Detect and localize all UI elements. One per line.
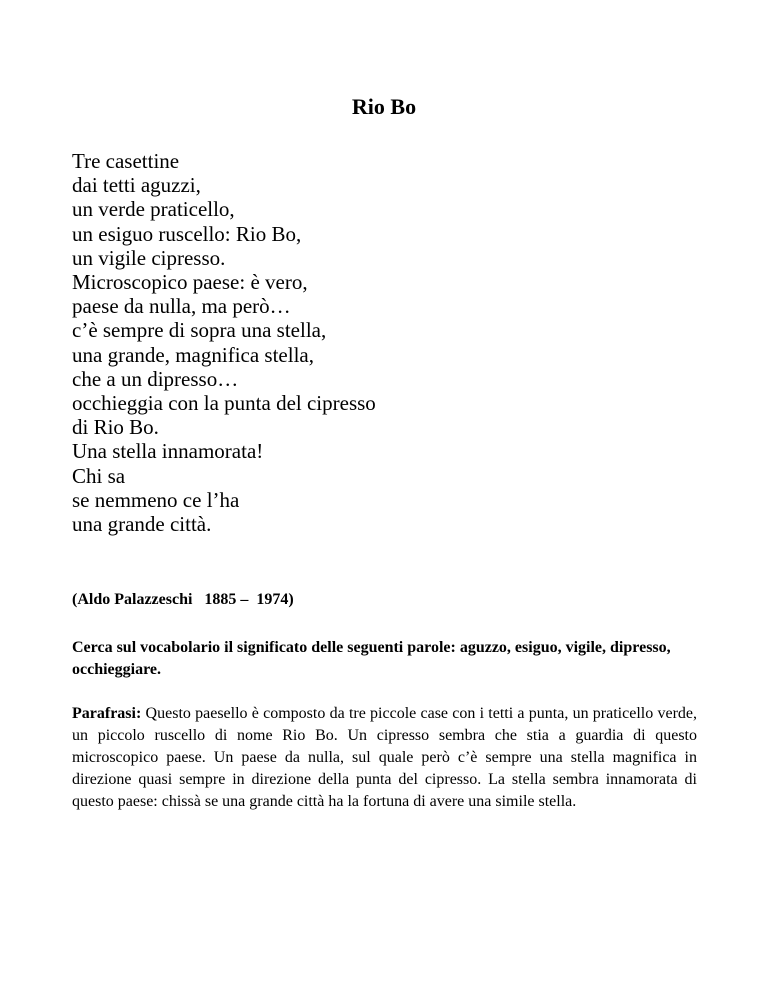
paraphrase-label: Parafrasi: <box>72 705 142 722</box>
poem-line: Chi sa <box>72 463 126 488</box>
poem-line: Una stella innamorata! <box>72 439 264 464</box>
poem-line: occhieggia con la punta del cipresso <box>72 391 376 416</box>
poem-line: una grande città. <box>72 512 212 537</box>
poem-line: di Rio Bo. <box>72 415 159 440</box>
author-attribution: (Aldo Palazzeschi 1885 – 1974) <box>72 591 294 608</box>
poem-title: Rio Bo <box>351 94 417 119</box>
poem-line: c’è sempre di sopra una stella, <box>72 318 327 343</box>
poem-line: un verde praticello, <box>72 197 235 222</box>
poem-line: un esiguo ruscello: Rio Bo, <box>72 221 302 246</box>
poem-line: Tre casettine <box>72 149 180 173</box>
poem-line: dai tetti aguzzi, <box>72 173 201 198</box>
paraphrase-paragraph <box>72 703 697 813</box>
poem-line: una grande, magnifica stella, <box>72 342 314 367</box>
poem-body <box>72 149 376 536</box>
poem-line: un vigile cipresso. <box>72 245 226 270</box>
poem-line: che a un dipresso… <box>72 366 239 391</box>
poem-line: paese da nulla, ma però… <box>72 294 291 319</box>
poem-line: se nemmeno ce l’ha <box>72 487 240 512</box>
poem-line: Microscopico paese: è vero, <box>72 270 308 295</box>
paraphrase-text: Questo paesello è composto da tre piccole case con i tetti a punta, un praticello verde, un piccolo ruscello di nome Rio Bo. Un cipresso sembra che stia a guardia di questo microscopico paese. Un paese da nulla, sul quale però c’è sempre una stella magnifica in direzione quasi sempre in direzione della punta del cipresso. La stella sembra innamorata di questo paese: chissà se una grande città ha la fortuna di avere una simile stella. <box>72 705 697 810</box>
vocabulary-exercise: Cerca sul vocabolario il significato delle seguenti parole: aguzzo, esiguo, vigile, dipresso, occhieggiare. <box>72 639 671 678</box>
